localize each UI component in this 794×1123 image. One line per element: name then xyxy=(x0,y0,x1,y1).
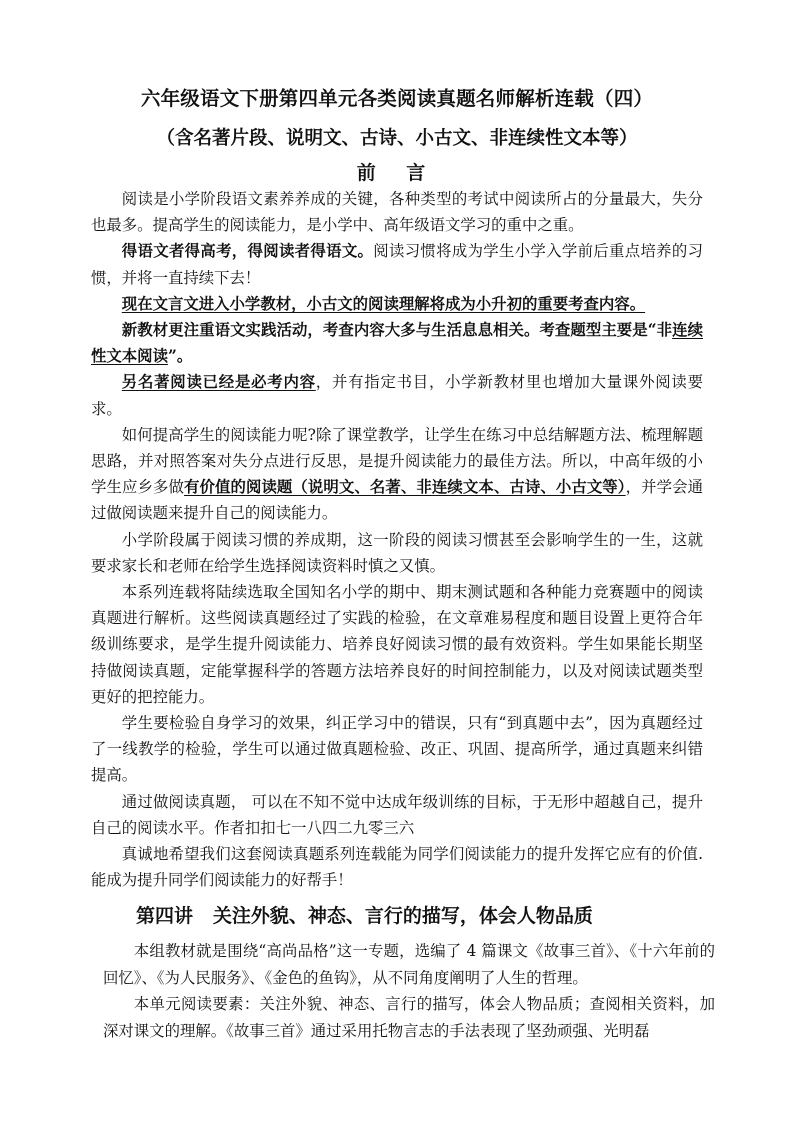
paragraph xyxy=(91,422,703,527)
paragraph: 阅读是小学阶段语文素养养成的关键，各种类型的考试中阅读所占的分量最大，失分也最多。提高学生的阅读能力，是小学中、高年级语文学习的重中之重。 xyxy=(91,190,703,235)
paragraph: 本系列连载将陆续选取全国知名小学的期中、期末测试题和各种能力竞赛题中的阅读真题进行解析。这些阅读真题经过了实践的检验，在文章难易程度和题目设置上更符合年级训练要求，是学生提升阅读能力、培养良好阅读习惯的最有效资料。学生如果能长期坚持做阅读真题，定能掌握科学的答题方法培养良好的时间控制能力，以及对阅读试题类型更好的把控能力。 xyxy=(91,583,703,706)
paragraph-text: ，并有指定书目，小学新教材里也增加大量课外阅读要求。 xyxy=(91,373,703,418)
preface-body xyxy=(91,186,703,893)
bold-underlined-text: 另名著阅读已经是必考内容 xyxy=(121,373,316,392)
bold-underlined-text: 连续性文本阅读 xyxy=(91,321,703,366)
lecture-body xyxy=(103,938,715,1044)
lecture-heading: 第四讲 关注外貌、神态、言行的描写，体会人物品质 xyxy=(136,905,593,927)
paragraph: 小学阶段属于阅读习惯的养成期，这一阶段的阅读习惯甚至会影响学生的一生，这就要求家长和老师在给学生选择阅读资料时慎之又慎。 xyxy=(91,530,703,575)
bold-text: 新教材更注重语文实践活动，考查内容大多与生活息息相关。考查题型主要是“非 xyxy=(121,321,673,340)
bold-underlined-text: 现在文言文进入小学教材，小古文的阅读理解将成为小升初的重要考查内容。 xyxy=(121,294,646,313)
paragraph: 真诚地希望我们这套阅读真题系列连载能为同学们阅读能力的提升发挥它应有的价值.能成为提升同学们阅读能力的好帮手！ xyxy=(91,845,703,890)
paragraph xyxy=(91,369,703,421)
paragraph xyxy=(91,291,703,317)
paragraph: 学生要检验自身学习的效果，纠正学习中的错误，只有“到真题中去”，因为真题经过了一线教学的检验，学生可以通过做真题检验、改正、巩固、提高所学，通过真题来纠错提高。 xyxy=(91,714,703,785)
preface-heading: 前 言 xyxy=(356,162,438,184)
paragraph xyxy=(91,317,703,369)
paragraph-text: ，并学会通过做阅读题来提升自己的阅读能力。 xyxy=(91,478,703,523)
document-subtitle: （含名著片段、说明文、古诗、小古文、非连续性文本等） xyxy=(156,128,638,149)
paragraph-text: 阅读习惯将成为学生小学入学前后重点培养的习惯，并将一直持续下去！ xyxy=(91,242,703,287)
bold-underlined-text: 有价值的阅读题（说明文、名著、非连续文本、古诗、小古文等） xyxy=(183,478,626,497)
paragraph xyxy=(91,238,703,290)
paragraph: 通过做阅读真题， 可以在不知不觉中达成年级训练的目标，于无形中超越自己，提升自己的阅读水平。作者扣扣七一八四二九零三六 xyxy=(91,792,703,837)
bold-text: ”。 xyxy=(167,347,193,366)
bold-text: 得语文者得高考，得阅读者得语文。 xyxy=(121,242,374,261)
paragraph-text: 如何提高学生的阅读能力呢?除了课堂教学，让学生在练习中总结解题方法、梳理解题思路，并对照答案对失分点进行反思，是提升阅读能力的最佳方法。所以，中高年级的小学生应乡多做 xyxy=(91,425,703,497)
document-title: 六年级语文下册第四单元各类阅读真题名师解析连载（四） xyxy=(140,87,654,110)
paragraph: 本组教材就是围绕“高尚品格”这一专题，选编了 4 篇课文《故事三首》、《十六年前的回忆》、《为人民服务》、《金色的鱼钩》，从不同角度阐明了人生的哲理。 xyxy=(103,942,715,987)
paragraph: 本单元阅读要素：关注外貌、神态、言行的描写，体会人物品质；查阅相关资料，加深对课文的理解。《故事三首》通过采用托物言志的手法表现了坚劲顽强、光明磊 xyxy=(103,995,715,1040)
